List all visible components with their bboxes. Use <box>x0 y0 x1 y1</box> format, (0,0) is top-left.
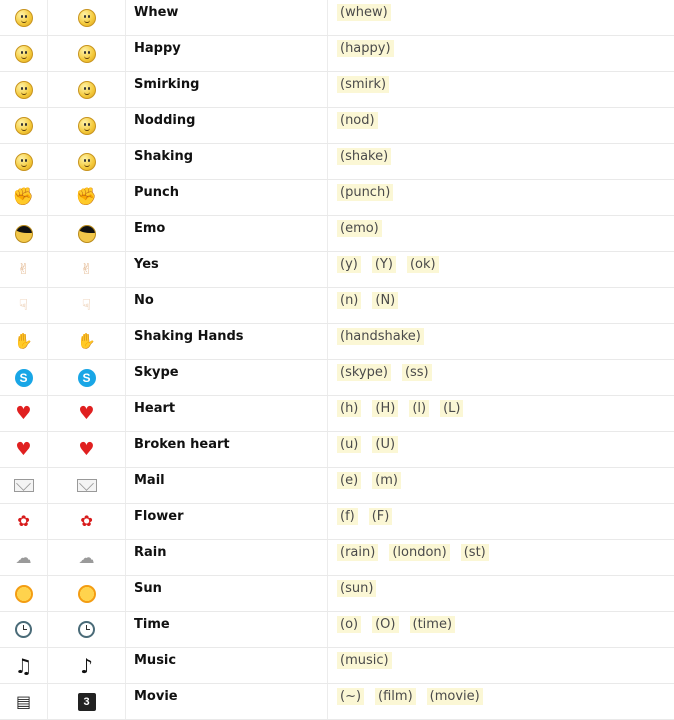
emoticon-name: No <box>126 288 328 323</box>
rain-cloud-icon: ☁ <box>78 547 95 567</box>
animated-icon-cell <box>48 360 126 395</box>
table-row <box>0 576 674 612</box>
static-icon-cell <box>0 0 48 35</box>
static-icon-cell <box>0 504 48 539</box>
table-row <box>0 72 674 108</box>
shortcut-codes <box>328 144 674 179</box>
static-icon-cell <box>0 540 48 575</box>
static-icon-cell <box>0 396 48 431</box>
animated-icon-cell <box>48 288 126 323</box>
animated-icon-cell <box>48 540 126 575</box>
animated-icon-cell <box>48 648 126 683</box>
shortcut-codes <box>328 216 674 251</box>
thumbs-up-icon: ✌ <box>80 260 93 278</box>
shortcut-code: (shake) <box>337 148 391 165</box>
smirk-smiley-icon <box>78 81 96 99</box>
smirk-smiley-icon <box>15 81 33 99</box>
static-icon-cell <box>0 252 48 287</box>
handshake-icon: ✋ <box>77 332 96 350</box>
shortcut-code: (skype) <box>337 364 391 381</box>
emoticon-name: Time <box>126 612 328 647</box>
table-row <box>0 504 674 540</box>
table-row <box>0 360 674 396</box>
broken-heart-icon: ♥ <box>78 438 95 460</box>
table-row <box>0 396 674 432</box>
emoticon-name: Rain <box>126 540 328 575</box>
emoticon-name: Music <box>126 648 328 683</box>
static-icon-cell <box>0 180 48 215</box>
static-icon-cell <box>0 288 48 323</box>
static-icon-cell <box>0 108 48 143</box>
skype-logo-icon: S <box>15 369 33 387</box>
sun-icon <box>15 585 33 603</box>
thumbs-down-icon: ☟ <box>81 296 92 314</box>
movie-countdown-icon: 3 <box>78 693 96 711</box>
shortcut-code: (london) <box>389 544 449 561</box>
shortcut-codes <box>328 252 674 287</box>
whew-smiley-icon <box>15 9 33 27</box>
shortcut-codes <box>328 540 674 575</box>
static-icon-cell <box>0 360 48 395</box>
animated-icon-cell <box>48 180 126 215</box>
emoticon-name: Flower <box>126 504 328 539</box>
shortcut-codes <box>328 684 674 719</box>
happy-smiley-icon <box>78 45 96 63</box>
shortcut-code: (F) <box>369 508 393 525</box>
shortcut-codes <box>328 72 674 107</box>
shortcut-code: (f) <box>337 508 358 525</box>
table-row <box>0 288 674 324</box>
emo-icon <box>78 225 96 243</box>
shortcut-codes <box>328 504 674 539</box>
animated-icon-cell <box>48 252 126 287</box>
shortcut-codes <box>328 108 674 143</box>
clock-icon <box>78 621 95 638</box>
mail-icon <box>77 479 97 492</box>
shortcut-code: (Y) <box>372 256 396 273</box>
emoticon-name: Shaking Hands <box>126 324 328 359</box>
emoticon-name: Heart <box>126 396 328 431</box>
table-row <box>0 180 674 216</box>
static-icon-cell <box>0 216 48 251</box>
static-icon-cell <box>0 36 48 71</box>
shortcut-code: (sun) <box>337 580 376 597</box>
shortcut-codes <box>328 324 674 359</box>
animated-icon-cell <box>48 144 126 179</box>
animated-icon-cell <box>48 324 126 359</box>
emoticon-name: Smirking <box>126 72 328 107</box>
shortcut-code: (ss) <box>402 364 432 381</box>
animated-icon-cell <box>48 504 126 539</box>
emoticon-name: Punch <box>126 180 328 215</box>
emoticon-name: Shaking <box>126 144 328 179</box>
static-icon-cell <box>0 144 48 179</box>
happy-smiley-icon <box>15 45 33 63</box>
shortcut-code: (st) <box>461 544 489 561</box>
shortcut-codes <box>328 396 674 431</box>
shortcut-code: (rain) <box>337 544 378 561</box>
animated-icon-cell <box>48 396 126 431</box>
shortcut-code: (ok) <box>407 256 439 273</box>
whew-smiley-icon <box>78 9 96 27</box>
table-row <box>0 612 674 648</box>
flower-icon: ✿ <box>17 512 30 530</box>
emoticon-name: Emo <box>126 216 328 251</box>
static-icon-cell <box>0 468 48 503</box>
shortcut-code: (H) <box>372 400 398 417</box>
static-icon-cell <box>0 576 48 611</box>
emoticon-name: Sun <box>126 576 328 611</box>
shortcut-code: (o) <box>337 616 361 633</box>
table-row <box>0 540 674 576</box>
shortcut-code: (u) <box>337 436 361 453</box>
table-row <box>0 108 674 144</box>
table-row <box>0 0 674 36</box>
shortcut-codes <box>328 180 674 215</box>
table-row <box>0 144 674 180</box>
animated-icon-cell <box>48 216 126 251</box>
table-row <box>0 324 674 360</box>
table-row <box>0 684 674 720</box>
animated-icon-cell <box>48 468 126 503</box>
shortcut-code: (L) <box>440 400 463 417</box>
static-icon-cell <box>0 612 48 647</box>
emoticon-name: Broken heart <box>126 432 328 467</box>
shortcut-code: (smirk) <box>337 76 389 93</box>
shortcut-codes <box>328 612 674 647</box>
thumbs-up-icon: ✌ <box>17 260 30 278</box>
static-icon-cell <box>0 432 48 467</box>
punch-icon: ✊ <box>75 187 98 207</box>
shortcut-codes <box>328 36 674 71</box>
static-icon-cell <box>0 684 48 719</box>
emo-icon <box>15 225 33 243</box>
shortcut-code: (m) <box>372 472 401 489</box>
table-row <box>0 36 674 72</box>
heart-icon: ♥ <box>15 402 32 424</box>
table-row <box>0 648 674 684</box>
shortcut-code: (~) <box>337 688 364 705</box>
shortcut-codes <box>328 0 674 35</box>
emoticon-name: Nodding <box>126 108 328 143</box>
shortcut-code: (handshake) <box>337 328 424 345</box>
animated-icon-cell <box>48 72 126 107</box>
emoticon-name: Happy <box>126 36 328 71</box>
shortcut-code: (n) <box>337 292 361 309</box>
shortcut-codes <box>328 360 674 395</box>
shortcut-codes <box>328 288 674 323</box>
animated-icon-cell <box>48 684 126 719</box>
movie-clapper-icon: ▤ <box>15 691 32 711</box>
table-row <box>0 252 674 288</box>
shortcut-code: (time) <box>410 616 456 633</box>
table-row <box>0 468 674 504</box>
shortcut-codes <box>328 648 674 683</box>
emoticon-name: Whew <box>126 0 328 35</box>
punch-icon: ✊ <box>12 187 35 207</box>
shortcut-code: (emo) <box>337 220 382 237</box>
shortcut-code: (nod) <box>337 112 378 129</box>
mail-icon <box>14 479 34 492</box>
static-icon-cell <box>0 648 48 683</box>
clock-icon <box>15 621 32 638</box>
shortcut-codes <box>328 468 674 503</box>
static-icon-cell <box>0 72 48 107</box>
shortcut-code: (l) <box>409 400 429 417</box>
shortcut-code: (film) <box>375 688 416 705</box>
shortcut-code: (h) <box>337 400 361 417</box>
handshake-icon: ✋ <box>14 332 33 350</box>
skype-logo-icon: S <box>78 369 96 387</box>
music-note-icon: ♫ <box>14 653 33 678</box>
shortcut-code: (music) <box>337 652 392 669</box>
flower-icon: ✿ <box>80 512 93 530</box>
static-icon-cell <box>0 324 48 359</box>
shortcut-code: (movie) <box>427 688 483 705</box>
animated-icon-cell <box>48 36 126 71</box>
animated-icon-cell <box>48 108 126 143</box>
rain-cloud-icon: ☁ <box>15 547 32 567</box>
nod-smiley-icon <box>15 117 33 135</box>
shortcut-code: (happy) <box>337 40 394 57</box>
emoticon-name: Mail <box>126 468 328 503</box>
thumbs-down-icon: ☟ <box>18 296 29 314</box>
shortcut-code: (e) <box>337 472 361 489</box>
sun-icon <box>78 585 96 603</box>
table-row <box>0 432 674 468</box>
animated-icon-cell <box>48 576 126 611</box>
shortcut-code: (y) <box>337 256 361 273</box>
emoticon-name: Skype <box>126 360 328 395</box>
animated-icon-cell <box>48 432 126 467</box>
nod-smiley-icon <box>78 117 96 135</box>
shake-smiley-icon <box>78 153 96 171</box>
shortcut-codes <box>328 576 674 611</box>
animated-icon-cell <box>48 612 126 647</box>
emoticon-name: Yes <box>126 252 328 287</box>
shortcut-code: (U) <box>372 436 398 453</box>
shake-smiley-icon <box>15 153 33 171</box>
emoticon-name: Movie <box>126 684 328 719</box>
shortcut-code: (O) <box>372 616 398 633</box>
music-note-icon: ♪ <box>80 653 93 678</box>
shortcut-code: (N) <box>372 292 398 309</box>
animated-icon-cell <box>48 0 126 35</box>
heart-icon: ♥ <box>78 402 95 424</box>
table-row <box>0 216 674 252</box>
shortcut-codes <box>328 432 674 467</box>
shortcut-code: (whew) <box>337 4 391 21</box>
broken-heart-icon: ♥ <box>15 438 32 460</box>
shortcut-code: (punch) <box>337 184 393 201</box>
